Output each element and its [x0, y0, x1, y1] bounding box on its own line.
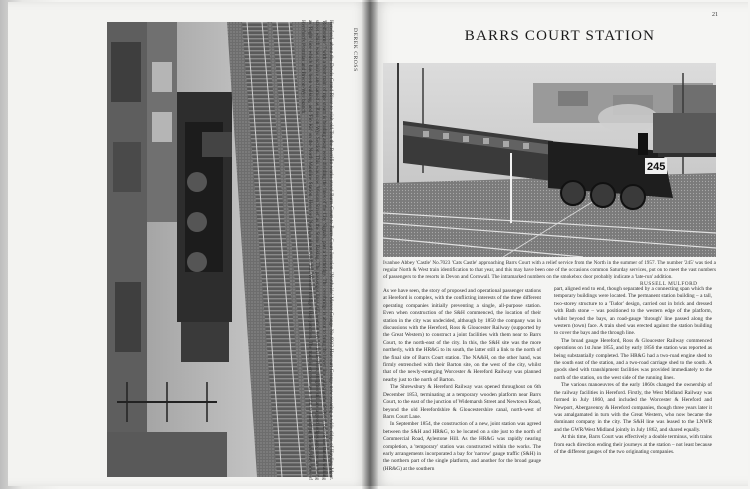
- body-paragraph: The various manoeuvres of the early 1860s changed the ownership of the railway facilities in Hereford. Firstly, the West Midland Railway was formed in July 1860, and included the Worcester & Hereford and Newport, Abergavenny & Hereford companies, though three years later it was amalgamated in turn with the Great Western, who now became the dominant company in the city. The S&H line was leased to the LNWR and the GWR/West Midland jointly in July 1862, and shared equally.: [554, 382, 712, 433]
- page-title: BARRS COURT STATION: [464, 28, 656, 44]
- body-paragraph: In September 1854, the construction of a new, joint station was agreed between the S&H and HR&G, to be located on a site just to the north of Commercial Road, Aylestone Hill. As the HR&G was rapidly nearing completion, a 'temporary' station was constructed within the works. The early arrangements incorporated a bay for 'narrow' gauge traffic (S&H) in the northern part of the single platform, and another for the broad gauge (HR&G) at the southern: [383, 421, 541, 472]
- right-photo-castle-locomotive: [383, 63, 716, 257]
- body-paragraph: The Shrewsbury & Hereford Railway was opened throughout on 6th December 1853, terminating at a temporary wooden platform near Barrs Court, to the east of the junction of Widemarsh Street and Newtown Road, beyond the old Herefordshire & Gloucestershire canal, north-west of Barrs Court Lane.: [383, 384, 541, 420]
- body-paragraph: As we have seen, the story of proposed and operational passenger stations at Hereford is complex, with the conflicting interests of the three different operating companies initially preventing a single, all-purpose station. Even when construction of the S&H commenced, the location of their station in the city was undecided, although by 1850 the company was in discussions with the Hereford, Ross & Gloucester Railway (supported by the Great Western) to construct a joint facilities with them near to Barrs Court, to the north-east of the city. In this, the S&H site was the more northerly, with the HR&G to its south, the latter still a link to the north of the final site of Barrs Court station. The NA&H, on the other hand, was firmly entrenched with their Barton site, on the west of the city, whilst that of the newly-emerging Worcester & Hereford Railway was planned nearby just to the north of Barton.: [383, 288, 541, 383]
- body-column-1: [383, 288, 541, 473]
- body-paragraph: At this time, Barrs Court was effectively a double terminus, with trains from each direction ending their journeys at the station – not least because of the different gauges of the two originating companies.: [554, 434, 712, 455]
- svg-text:245: 245: [647, 161, 666, 173]
- left-photo-caption: Hereford, about the Dewis Grand River to visit old Tea the Berrifin works stood Barrs Court to Barrs Court Junction. 'Northside' Manor Grange No.6913 Harcourt Grange now wearing a wide ridge of Hayling Moor. 'Redbourne' 7 with a short train of ripe steam is heading away west dividing the lines of the City Signals, past a footbridge. The overbridge is about to bring the lower line called is the 'S' Bloor, one of the famous walking street which was exclusive and named as Ross-on-Wye Section. This was now 'Weston Street' as the Stone Baking. The passenger lines still seem in service in the Ross, Brighter still are a good lodges ago, now are being as 'Right' line which has been walking, and 'Fin Kit' on the North Mainline Station. Hereford North is almost near this Wonder Bridge's Hay junction. The train is en route as a train to Cardiff in fine and Hay lines of Hereford's Pontrilas and Brecon-Wye branch.: [300, 20, 334, 480]
- body-paragraph: The broad gauge Hereford, Ross & Gloucester Railway commenced operations on 1st June 1855, and by early 1856 the station was reported as being substantially completed. The HR&G had a two-road engine shed to the south east of the station, and a two-road carriage shed to the south. A goods shed with transhipment facilities was provided immediately to the north of the station, on the west side of the running lines.: [554, 337, 712, 381]
- page-number: 21: [712, 12, 718, 18]
- body-paragraph: part, aligned end to end, though separated by a connecting span which the temporary buildings were located. The permanent station building – a tall, two-storey structure to a 'Tudor' design, carried out in brick and dressed with Bath stone – was positioned to the western edge of the platform, whilst beyond the bays, an road-gauge 'through' line passed along the western (town) face. A train shed was erected against the station building to cover the bays and the through line.: [554, 286, 712, 337]
- book-gutter: [362, 0, 378, 489]
- right-photo-caption: Ivanhoe Abbey 'Castle' No.7023 'Cats Castle' approaching Barrs Court with a relief service from the North in the summer of 1957. The number '245' was tied a regular North & West train identification to that year, and this may have been one of the occasions common Saturday services, put on to meet the vast numbers of passengers to the resorts in Devon and Cornwall. The intramarked numbers on the smokebox door probably indicate a 'late-run' addition.: [383, 260, 716, 280]
- right-photo-image: [383, 63, 716, 257]
- right-photo-credit: RUSSELL MULFORD: [640, 281, 698, 287]
- left-photo-credit: DEREK CROSS: [352, 28, 358, 72]
- body-column-2: [554, 286, 712, 456]
